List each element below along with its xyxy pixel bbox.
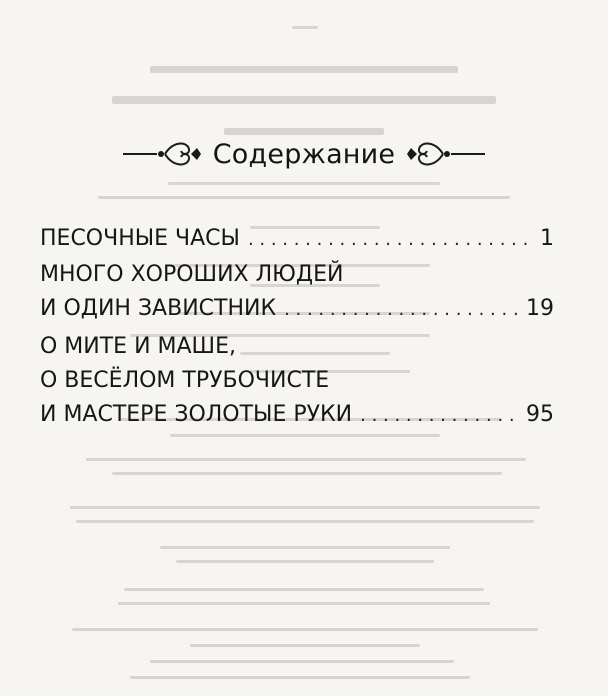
toc-page-number: 19: [526, 296, 554, 321]
toc-entry-title: МНОГО ХОРОШИХ ЛЮДЕЙ: [40, 262, 344, 287]
toc-entry-3[interactable]: [40, 330, 554, 433]
toc-entry-title: ПЕСОЧНЫЕ ЧАСЫ: [40, 226, 240, 251]
contents-heading-row: [0, 128, 608, 180]
toc-entry-title: О ВЕСЁЛОМ ТРУБОЧИСТЕ: [40, 368, 330, 393]
contents-heading: Содержание: [212, 138, 396, 170]
toc-entry-1[interactable]: [40, 222, 554, 257]
dot-leader: [248, 223, 534, 257]
toc-page-number: 95: [526, 402, 554, 427]
toc-entry-2[interactable]: [40, 258, 554, 327]
dot-leader: [284, 293, 520, 327]
scroll-flourish-icon: [405, 137, 487, 171]
toc-entry-title: И МАСТЕРЕ ЗОЛОТЫЕ РУКИ: [40, 402, 353, 427]
scroll-flourish-icon: [121, 137, 203, 171]
dot-leader: [360, 399, 520, 433]
toc-entry-title: И ОДИН ЗАВИСТНИК: [40, 296, 277, 321]
toc-page-number: 1: [540, 226, 554, 251]
toc-entry-title: О МИТЕ И МАШЕ,: [40, 334, 236, 359]
